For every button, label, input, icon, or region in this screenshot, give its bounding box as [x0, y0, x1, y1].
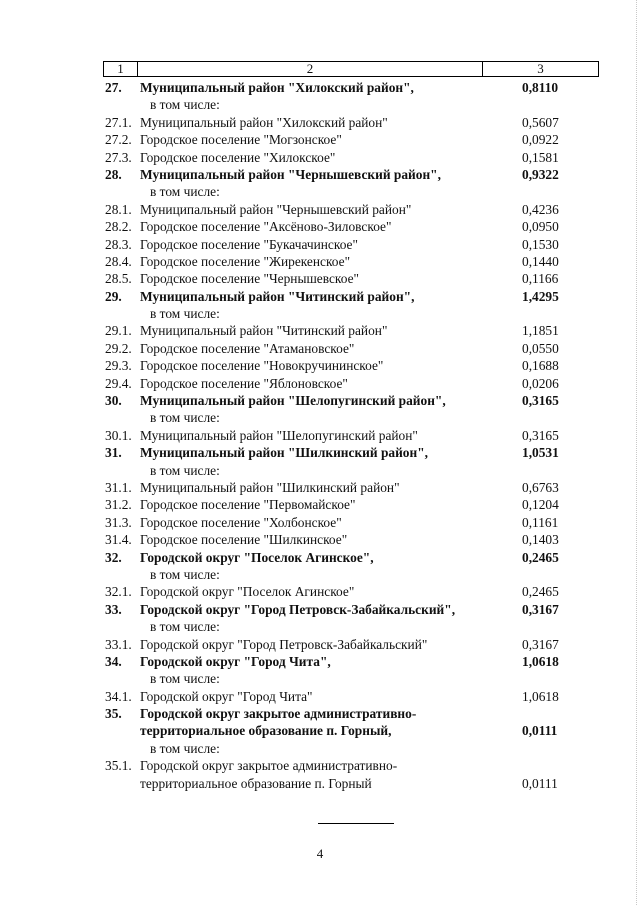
subtotal-label-row [0, 462, 640, 479]
row-number: 29.1. [105, 323, 132, 339]
row-value: 0,0111 [522, 775, 558, 791]
row-name: Городской округ закрытое административно- [140, 758, 398, 774]
footer-divider [318, 823, 394, 824]
table-row [0, 218, 640, 235]
table-row [0, 375, 640, 392]
table-row-continuation [0, 722, 640, 739]
row-value: 0,1403 [522, 532, 559, 548]
row-number: 35. [105, 706, 122, 722]
row-name: Городское поселение "Чернышевское" [140, 271, 359, 287]
including-label: в том числе: [150, 97, 220, 113]
table-body [0, 79, 640, 792]
table-row [0, 201, 640, 218]
row-name: Городской округ "Поселок Агинское" [140, 584, 355, 600]
row-value: 0,3165 [522, 427, 559, 443]
row-number: 32.1. [105, 584, 132, 600]
table-row [0, 531, 640, 548]
header-col-1: 1 [104, 62, 138, 77]
subtotal-label-row [0, 740, 640, 757]
page-number: 4 [316, 846, 324, 861]
row-number: 30.1. [105, 427, 132, 443]
row-name: Городской округ закрытое административно- [140, 706, 417, 722]
table-row [0, 114, 640, 131]
row-value: 0,8110 [522, 80, 559, 95]
row-value: 0,4236 [522, 201, 559, 217]
row-value: 0,1204 [522, 497, 559, 513]
row-value: 0,3167 [522, 636, 559, 652]
row-value: 0,0922 [522, 132, 559, 148]
row-value: 1,0618 [522, 688, 559, 704]
row-name: Городской округ "Город Петровск-Забайкальский" [140, 636, 428, 652]
including-label: в том числе: [150, 184, 220, 200]
row-number: 28.5. [105, 271, 132, 287]
row-number: 34. [105, 653, 122, 669]
row-name: Городской округ "Город Чита", [140, 653, 331, 669]
row-name: Муниципальный район "Шилкинский район" [140, 479, 400, 495]
row-value: 0,3165 [522, 393, 559, 409]
row-number: 34.1. [105, 688, 132, 704]
row-value: 0,1166 [522, 271, 559, 287]
row-value: 0,1530 [522, 236, 559, 252]
table-row [0, 427, 640, 444]
table-row [0, 688, 640, 705]
row-number: 27.1. [105, 114, 132, 130]
row-name-continuation: территориальное образование п. Горный [140, 775, 372, 791]
row-value: 0,0206 [522, 375, 559, 391]
row-number: 28.3. [105, 236, 132, 252]
table-row-total [0, 705, 640, 722]
table-row-total [0, 549, 640, 566]
table-row-total [0, 653, 640, 670]
row-name: Городское поселение "Могзонское" [140, 132, 342, 148]
subtotal-label-row [0, 409, 640, 426]
row-number: 29.4. [105, 375, 132, 391]
row-number: 33. [105, 601, 122, 617]
row-number: 33.1. [105, 636, 132, 652]
row-value: 0,6763 [522, 479, 559, 495]
row-name: Муниципальный район "Шелопугинский район", [140, 393, 446, 409]
row-name: Городское поселение "Букачачинское" [140, 236, 358, 252]
row-value: 0,5607 [522, 114, 559, 130]
table-row [0, 340, 640, 357]
table-row [0, 757, 640, 774]
row-number: 31.2. [105, 497, 132, 513]
row-name: Муниципальный район "Чернышевский район" [140, 201, 412, 217]
table-row [0, 149, 640, 166]
table-row-total [0, 392, 640, 409]
including-label: в том числе: [150, 410, 220, 426]
row-number: 28. [105, 166, 122, 182]
subtotal-label-row [0, 566, 640, 583]
table-row [0, 253, 640, 270]
row-name: Городское поселение "Шилкинское" [140, 532, 348, 548]
table-row [0, 636, 640, 653]
subtotal-label-row [0, 183, 640, 200]
table-row-total [0, 288, 640, 305]
including-label: в том числе: [150, 619, 220, 635]
header-col-2: 2 [138, 62, 483, 77]
including-label: в том числе: [150, 671, 220, 687]
including-label: в том числе: [150, 566, 220, 582]
row-name: Муниципальный район "Хилокский район" [140, 114, 388, 130]
row-number: 30. [105, 393, 122, 409]
row-value: 1,0531 [522, 445, 559, 461]
row-name: Муниципальный район "Шелопугинский район" [140, 427, 418, 443]
row-value: 0,0950 [522, 219, 559, 235]
including-label: в том числе: [150, 462, 220, 478]
row-number: 27.3. [105, 149, 132, 165]
table-row [0, 131, 640, 148]
table-row [0, 514, 640, 531]
row-number: 27. [105, 80, 122, 95]
including-label: в том числе: [150, 740, 220, 756]
row-name: Городское поселение "Первомайское" [140, 497, 356, 513]
row-number: 28.4. [105, 253, 132, 269]
row-value: 0,1440 [522, 253, 559, 269]
row-number: 31.3. [105, 514, 132, 530]
row-value: 1,4295 [522, 288, 559, 304]
row-name: Городское поселение "Хилокское" [140, 149, 336, 165]
row-number: 27.2. [105, 132, 132, 148]
table-row [0, 236, 640, 253]
table-row-total [0, 79, 640, 96]
table-row [0, 322, 640, 339]
row-name: Муниципальный район "Хилокский район", [140, 80, 414, 95]
row-name: Городской округ "Город Чита" [140, 688, 313, 704]
table-row-continuation [0, 775, 640, 792]
row-value: 0,2465 [522, 549, 559, 565]
row-value: 0,3167 [522, 601, 559, 617]
table-row-total [0, 601, 640, 618]
row-number: 29. [105, 288, 122, 304]
table-row-total [0, 444, 640, 461]
row-number: 28.1. [105, 201, 132, 217]
row-name: Муниципальный район "Читинский район" [140, 323, 388, 339]
row-name: Городское поселение "Атамановское" [140, 340, 355, 356]
subtotal-label-row [0, 96, 640, 113]
row-number: 29.3. [105, 358, 132, 374]
table-row [0, 270, 640, 287]
subtotal-label-row [0, 305, 640, 322]
row-number: 31. [105, 445, 122, 461]
row-number: 35.1. [105, 758, 132, 774]
row-name: Городское поселение "Холбонское" [140, 514, 342, 530]
row-name: Муниципальный район "Чернышевский район", [140, 166, 441, 182]
table-row [0, 583, 640, 600]
row-value: 0,0111 [522, 723, 558, 739]
row-number: 28.2. [105, 219, 132, 235]
row-number: 32. [105, 549, 122, 565]
table-row [0, 357, 640, 374]
row-value: 0,9322 [522, 166, 559, 182]
row-value: 1,1851 [522, 323, 559, 339]
table-row-total [0, 166, 640, 183]
table-row [0, 496, 640, 513]
row-name: Муниципальный район "Читинский район", [140, 288, 415, 304]
row-value: 1,0618 [522, 653, 559, 669]
row-name: Городской округ "Поселок Агинское", [140, 549, 374, 565]
row-name-continuation: территориальное образование п. Горный, [140, 723, 392, 739]
row-name: Муниципальный район "Шилкинский район", [140, 445, 428, 461]
row-name: Городское поселение "Яблоновское" [140, 375, 348, 391]
row-value: 0,0550 [522, 340, 559, 356]
row-number: 29.2. [105, 340, 132, 356]
table-header [103, 61, 599, 77]
including-label: в том числе: [150, 306, 220, 322]
row-name: Городское поселение "Новокручининское" [140, 358, 384, 374]
row-value: 0,1581 [522, 149, 559, 165]
row-value: 0,1161 [522, 514, 559, 530]
row-number: 31.1. [105, 479, 132, 495]
table-row [0, 479, 640, 496]
subtotal-label-row [0, 618, 640, 635]
row-name: Городское поселение "Жирекенское" [140, 253, 351, 269]
subtotal-label-row [0, 670, 640, 687]
header-col-3: 3 [483, 62, 599, 77]
row-name: Городское поселение "Аксёново-Зиловское" [140, 219, 392, 235]
row-name: Городской округ "Город Петровск-Забайкальский", [140, 601, 456, 617]
row-number: 31.4. [105, 532, 132, 548]
row-value: 0,2465 [522, 584, 559, 600]
row-value: 0,1688 [522, 358, 559, 374]
